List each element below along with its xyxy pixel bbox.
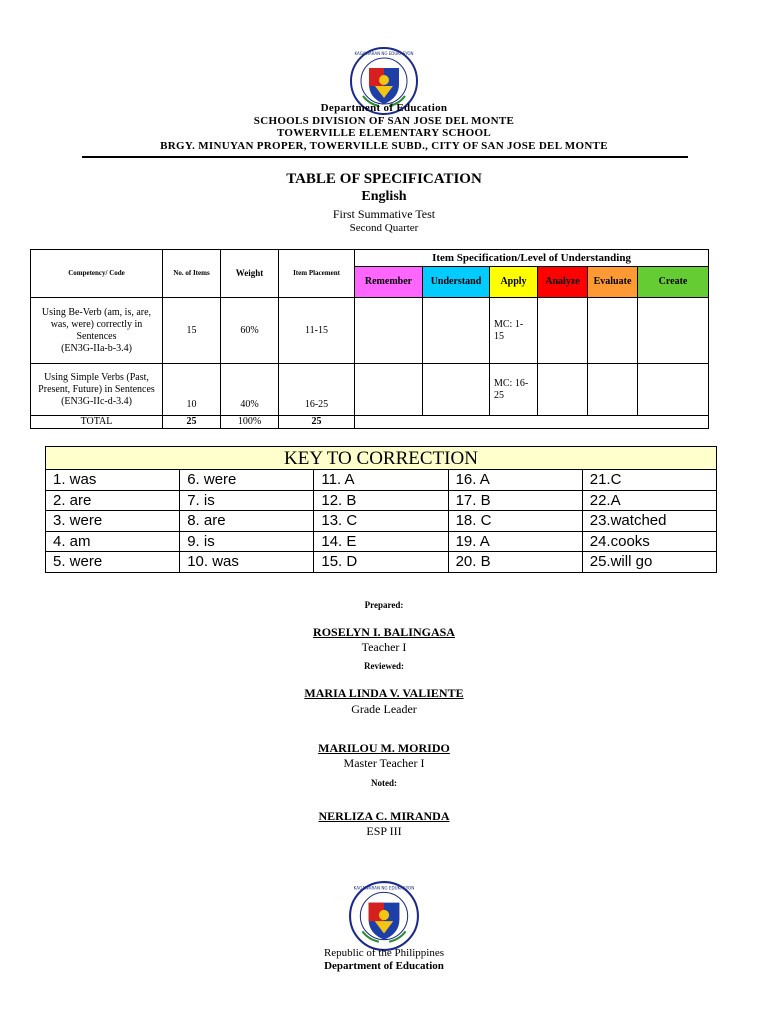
answer-cell: 14. E [314,531,448,552]
footer-department: Department of Education [324,960,444,972]
reviewed-label: Reviewed: [364,661,404,671]
answer-cell: 16. A [448,470,582,491]
answer-key-table [45,446,717,573]
level-analyze: Analyze [538,267,588,298]
weight-cell: 40% [221,364,279,416]
reviewed2-name: MARILOU M. MORIDO [318,741,450,755]
level-create: Create [638,267,709,298]
evaluate-cell [588,364,638,416]
evaluate-cell [588,298,638,364]
create-cell [638,364,709,416]
header-placement: Item Placement [279,250,355,298]
answer-cell: 20. B [448,552,582,573]
header-items: No. of Items [163,250,221,298]
prepared-name: ROSELYN I. BALINGASA [313,625,455,639]
header-divider [82,156,688,158]
specification-table [30,249,709,429]
subject-title: English [361,189,407,204]
answer-cell: 9. is [180,531,314,552]
create-cell [638,298,709,364]
noted-name: NERLIZA C. MIRANDA [318,809,450,823]
answer-cell: 23.watched [582,511,716,532]
noted-role: ESP III [366,824,402,838]
answer-cell: 18. C [448,511,582,532]
level-remember: Remember [355,267,423,298]
understand-cell [423,298,490,364]
answer-cell: 19. A [448,531,582,552]
header-spec: Item Specification/Level of Understanding [355,250,709,267]
total-weight: 100% [221,416,279,429]
competency-text: Using Be-Verb (am, is, are, was, were) correctly in Sentences [41,306,152,342]
competency-text: Using Simple Verbs (Past, Present, Future) in Sentences [38,371,155,395]
header-address: BRGY. MINUYAN PROPER, TOWERVILLE SUBD., CITY OF SAN JOSE DEL MONTE [160,140,608,152]
header-weight: Weight [221,250,279,298]
analyze-cell [538,364,588,416]
document-title: TABLE OF SPECIFICATION [286,171,482,187]
total-label: TOTAL [31,416,163,429]
competency-code: (EN3G-IIc-d-3.4) [61,395,132,407]
svg-text:KAGAWARAN NG EDUKASYON: KAGAWARAN NG EDUKASYON [353,885,415,891]
placement-cell: 11-15 [279,298,355,364]
answer-cell: 7. is [180,490,314,511]
answer-cell: 2. are [46,490,180,511]
prepared-label: Prepared: [364,600,404,610]
total-placement: 25 [279,416,355,429]
answer-cell: 24.cooks [582,531,716,552]
competency-code: (EN3G-IIa-b-3.4) [61,342,132,354]
header-competency: Competency/ Code [31,250,163,298]
level-apply: Apply [490,267,538,298]
answer-cell: 25.will go [582,552,716,573]
header-division: SCHOOLS DIVISION OF SAN JOSE DEL MONTE [253,115,515,127]
total-empty [355,416,709,429]
analyze-cell [538,298,588,364]
answer-cell: 8. are [180,511,314,532]
reviewed2-role: Master Teacher I [343,756,425,770]
prepared-role: Teacher I [361,640,407,654]
svg-text:KAGAWARAN NG EDUKASYON: KAGAWARAN NG EDUKASYON [354,51,414,56]
answer-cell: 11. A [314,470,448,491]
competency-cell [31,364,163,416]
quarter-name: Second Quarter [349,222,419,234]
answer-cell: 12. B [314,490,448,511]
answer-cell: 3. were [46,511,180,532]
answer-key-title: KEY TO CORRECTION [46,447,717,470]
answer-cell: 10. was [180,552,314,573]
total-items: 25 [163,416,221,429]
understand-cell [423,364,490,416]
remember-cell [355,298,423,364]
deped-seal-bottom [348,880,420,952]
remember-cell [355,364,423,416]
level-evaluate: Evaluate [588,267,638,298]
reviewed-name: MARIA LINDA V. VALIENTE [304,686,464,700]
answer-cell: 22.A [582,490,716,511]
answer-cell: 13. C [314,511,448,532]
header-department: Department of Education [320,102,448,114]
header-school: TOWERVILLE ELEMENTARY SCHOOL [276,127,492,139]
answer-cell: 6. were [180,470,314,491]
items-cell: 10 [163,364,221,416]
reviewed-role: Grade Leader [351,702,417,716]
competency-cell [31,298,163,364]
placement-cell: 16-25 [279,364,355,416]
apply-cell: MC: 1-15 [490,298,538,364]
level-understand: Understand [423,267,490,298]
answer-cell: 1. was [46,470,180,491]
answer-cell: 21.C [582,470,716,491]
answer-cell: 15. D [314,552,448,573]
items-cell: 15 [163,298,221,364]
answer-cell: 17. B [448,490,582,511]
answer-cell: 5. were [46,552,180,573]
answer-cell: 4. am [46,531,180,552]
footer-republic: Republic of the Philippines [323,947,445,959]
test-name: First Summative Test [332,207,436,221]
noted-label: Noted: [371,778,397,788]
apply-cell: MC: 16-25 [490,364,538,416]
weight-cell: 60% [221,298,279,364]
